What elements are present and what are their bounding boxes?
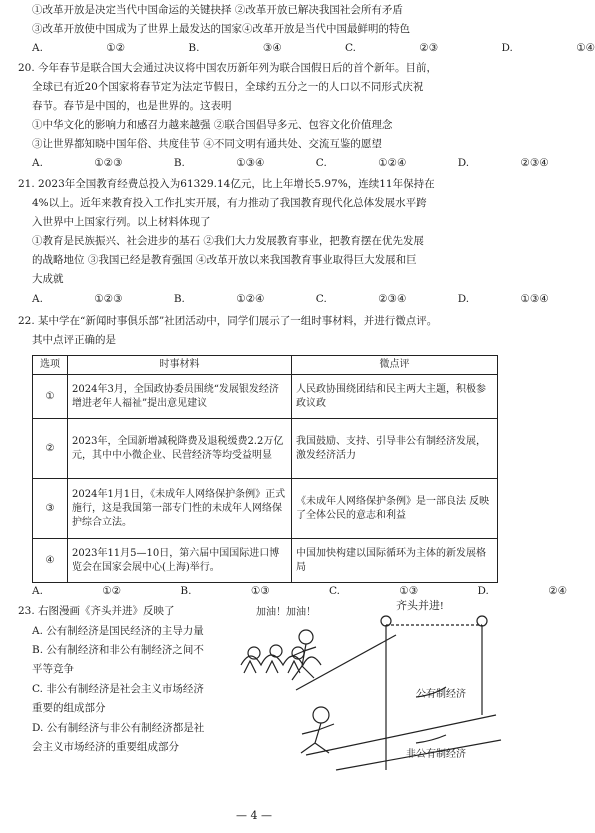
q22-answers: A. ①② B. ①③ C. ①③ D. ②④ [32,585,568,597]
comment-cell: 中国加快构建以国际循环为主体的新发展格局 [292,539,498,583]
table-row [33,539,498,583]
table-header: 时事材料 [68,356,292,375]
cartoon-illustration [236,595,504,785]
q20-line-1: 20. 今年春节是联合国大会通过决议将中国农历新年列为联合国假日后的首个新年。目前， [18,62,438,74]
cartoon-shout: 加油！加油！ [256,607,316,618]
option-number: ④ [33,539,68,583]
q20-answers: A. ①②③ B. ①③④ C. ①②④ D. ②③④ [32,157,549,169]
comment-cell: 我国鼓励、支持、引导非公有制经济发展，激发经济活力 [292,419,498,479]
q21-line-3: 入世界中上国家行列。以上材料体现了 [32,216,211,228]
table-header: 选项 [33,356,68,375]
q21-line-6: 大成就 [32,273,64,285]
q23-option-b: B. 公有制经济和非公有制经济之间不 [32,644,204,656]
comment-cell: 人民政协围绕团结和民主两大主题，积极参政议政 [292,375,498,419]
table-row [33,375,498,419]
q23-option-d: D. 公有制经济与非公有制经济都是社 [32,722,205,734]
q22-line-1: 22. 某中学在“新闻时事俱乐部”社团活动中，同学们展示了一组时事材料，并进行微点评。 [18,315,438,327]
q20-line-3: 春节。春节是中国的，也是世界的。这表明 [32,100,232,112]
cartoon-drawing [236,595,504,785]
current-events-table [32,355,498,583]
q23-option-a: A. 公有制经济是国民经济的主导力量 [32,625,204,637]
q22-line-2: 其中点评正确的是 [32,334,116,346]
cartoon-label-public: 公有制经济 [416,689,466,700]
comment-cell: 《未成年人网络保护条例》是一部良法 反映了全体公民的意志和利益 [292,479,498,539]
table-header-row [33,356,498,375]
option-number: ③ [33,479,68,539]
q19-options-line-1: ①改革开放是决定当代中国命运的关键抉择 ②改革开放已解决我国社会所有矛盾 [32,4,403,16]
q23-option-c: C. 非公有制经济是社会主义市场经济 [32,683,204,695]
q19-options-line-2: ③改革开放使中国成为了世界上最发达的国家④改革开放是当代中国最鲜明的特色 [32,23,410,35]
q21-line-2: 4%以上。近年来教育投入工作扎实开展，有力推动了我国教育现代化总体发展水平跨 [32,197,427,209]
material-cell: 2024年3月，全国政协委员围绕“发展银发经济增进老年人福祉”提出意见建议 [68,375,292,419]
page-number: — 4 — [236,809,272,822]
q21-line-4: ①教育是民族振兴、社会进步的基石 ②我们大力发展教育事业，把教育摆在优先发展 [32,235,424,247]
table-row [33,479,498,539]
q21-answers: A. ①②③ B. ①②④ C. ②③④ D. ①③④ [32,293,549,305]
q23-option-c-cont: 重要的组成部分 [32,702,106,714]
material-cell: 2024年1月1日，《未成年人网络保护条例》正式施行，这是我国第一部专门性的未成年人网络保护综合立法。 [68,479,292,539]
q21-line-5: 的战略地位 ③我国已经是教育强国 ④改革开放以来我国教育事业取得巨大发展和巨 [32,254,417,266]
q20-line-4: ①中华文化的影响力和感召力越来越强 ②联合国倡导多元、包容文化价值理念 [32,119,393,131]
table-header: 微点评 [292,356,498,375]
option-number: ② [33,419,68,479]
q19-answers: A. ①② B. ③④ C. ②③ D. ①④ [32,42,595,54]
material-cell: 2023年，全国新增减税降费及退税缓费2.2万亿元，其中中小微企业、民营经济等均受益明显 [68,419,292,479]
material-cell: 2023年11月5—10日，第六届中国国际进口博览会在国家会展中心(上海)举行。 [68,539,292,583]
cartoon-title: 齐头并进! [396,600,444,612]
table-row [33,419,498,479]
q23-stem: 23. 右图漫画《齐头并进》反映了 [18,605,175,617]
q23-option-d-cont: 会主义市场经济的重要组成部分 [32,741,179,753]
q20-line-5: ③让世界都知晓中国年俗、共度佳节 ④不同文明有通共处、交流互鉴的愿望 [32,138,382,150]
q23-option-b-cont: 平等竞争 [32,663,74,675]
cartoon-label-nonpublic: 非公有制经济 [406,749,466,760]
q21-line-1: 21. 2023年全国教育经费总投入为61329.14亿元，比上年增长5.97%，连续11年保持在 [18,178,435,190]
q20-line-2: 全球已有近20个国家将春节定为法定节假日，全球约五分之一的人口以不同形式庆祝 [32,81,424,93]
option-number: ① [33,375,68,419]
